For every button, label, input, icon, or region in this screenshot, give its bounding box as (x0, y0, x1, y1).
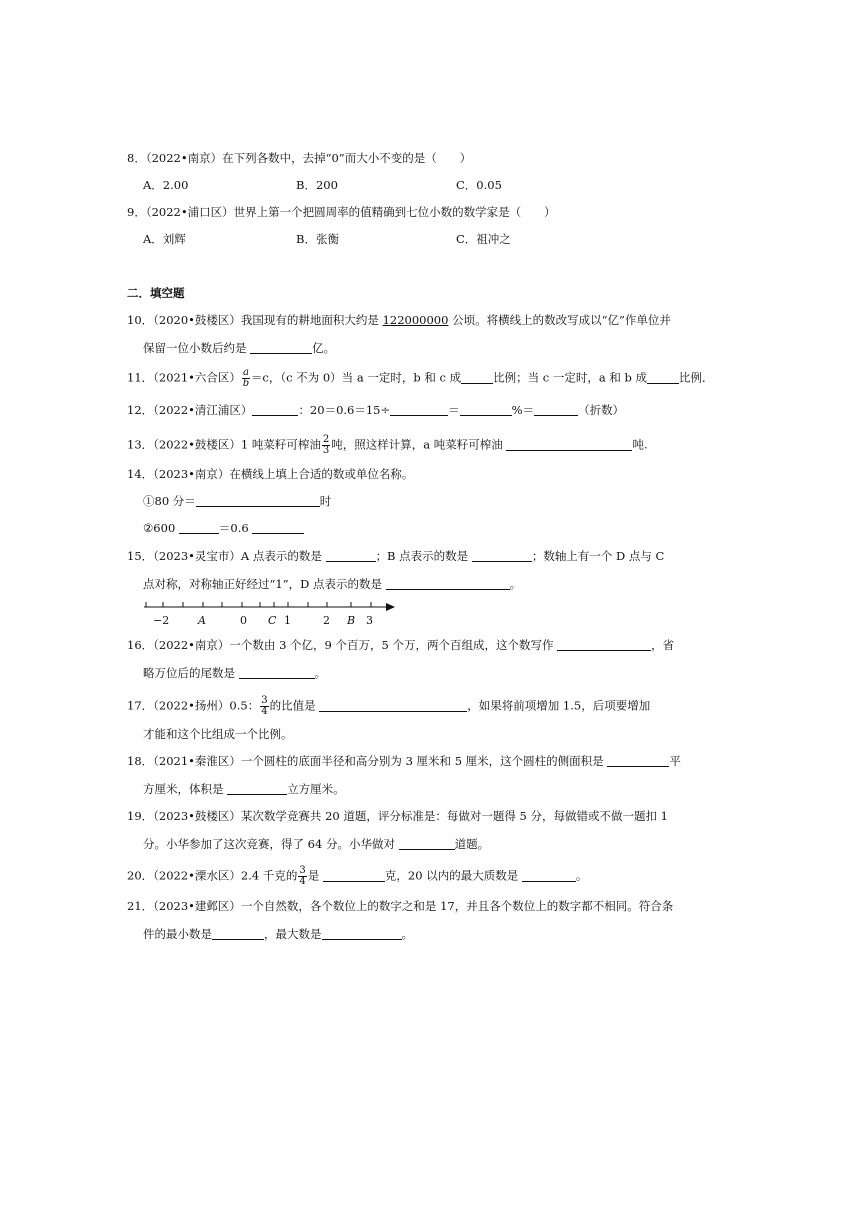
q10-answer-blank[interactable] (250, 341, 312, 354)
q12-text-2: ：20＝0.6＝15÷ (298, 403, 391, 417)
q10-text-2: 公顷。将横线上的数改写成以“亿”作单位并 (448, 313, 671, 327)
q12-text: 12．（2022•清江浦区） (127, 403, 253, 417)
q21-text-4: 。 (401, 927, 413, 941)
q16-blank-2[interactable] (239, 666, 315, 679)
q20-text: 20．（2022•溧水区）2.4 千克的 (127, 868, 298, 883)
nl-label-neg2: −2 (153, 614, 170, 627)
q13-blank[interactable] (506, 438, 632, 451)
q9-stem: 9．（2022•浦口区）世界上第一个把圆周率的值精确到七位小数的数学家是（ ） (127, 205, 556, 219)
question-10 (127, 312, 671, 328)
q14-text-3: ②600 (143, 521, 179, 535)
q19-text: 19．（2023•鼓楼区）某次数学竞赛共 20 道题，评分标准是：每做对一题得 5 分，每做错或不做一题扣 1 (127, 809, 668, 823)
q21-text-3: ，最大数是 (264, 927, 322, 941)
q14-blank-3[interactable] (252, 521, 304, 534)
q11-denominator: b (242, 378, 250, 389)
q18-text-2: 平 (669, 754, 681, 768)
q9-option-b[interactable]: B．张衡 (296, 232, 339, 246)
q14-text-1: ①80 分＝ (143, 494, 196, 508)
q19-text-3: 道题。 (454, 837, 490, 851)
q17-text-4: 才能和这个比组成一个比例。 (143, 727, 293, 741)
question-11 (127, 368, 714, 389)
q12-blank-2[interactable] (390, 403, 448, 416)
q18-blank-1[interactable] (607, 754, 669, 767)
q11-fraction (242, 368, 250, 389)
q20-blank-2[interactable] (522, 869, 576, 882)
q9-option-c[interactable]: C．祖冲之 (456, 232, 511, 246)
q14-blank-1[interactable] (196, 494, 320, 507)
question-21-line-2 (143, 926, 413, 942)
q11-text-3: 比例；当 c 一定时，a 和 b 成 (493, 370, 648, 385)
nl-label-b: B (347, 614, 356, 627)
q15-blank-b[interactable] (472, 549, 532, 562)
nl-label-2: 2 (323, 614, 330, 627)
question-17 (127, 696, 650, 717)
q12-text-4: %＝ (511, 403, 535, 417)
q20-text-4: 。 (575, 868, 588, 883)
q10-text-4: 亿。 (312, 341, 336, 355)
question-16 (127, 637, 674, 653)
question-16-line-2 (143, 665, 326, 681)
q11-text-4: 比例． (679, 370, 714, 385)
question-13 (127, 435, 648, 456)
q18-blank-2[interactable] (227, 782, 287, 795)
q11-numerator: a (242, 367, 249, 378)
q17-text: 17．（2022•扬州）0.5： (127, 698, 260, 713)
q13-text-3: 吨. (632, 437, 648, 452)
number-line (140, 598, 400, 630)
q21-blank-1[interactable] (212, 927, 264, 940)
q15-blank-d[interactable] (386, 577, 510, 590)
question-14 (127, 466, 413, 482)
q14-blank-2[interactable] (179, 521, 219, 534)
nl-label-c: C (268, 614, 277, 627)
q11-text: 11．（2021•六合区） (127, 370, 241, 385)
q21-text-2: 件的最小数是 (143, 927, 212, 941)
q10-text: 10．（2020•鼓楼区）我国现有的耕地面积大约是 (127, 313, 383, 327)
q15-blank-a[interactable] (326, 549, 376, 562)
q17-text-2: 的比值是 (269, 698, 320, 713)
question-17-line-2 (143, 726, 293, 742)
q8-option-c[interactable]: C．0.05 (456, 178, 502, 192)
nl-label-1: 1 (284, 614, 291, 627)
q14-stem: 14．（2023•南京）在横线上填上合适的数或单位名称。 (127, 467, 414, 481)
question-15-line-2 (143, 576, 521, 592)
q17-denominator: 4 (261, 706, 268, 717)
q15-text-4: 点对称，对称轴正好经过“1”，D 点表示的数是 (143, 577, 386, 591)
question-14-part-2 (143, 520, 304, 536)
section-title: 二．填空题 (127, 286, 185, 300)
nl-label-3: 3 (366, 614, 373, 627)
q20-blank-1[interactable] (323, 869, 385, 882)
question-21 (127, 898, 673, 914)
question-14-part-1 (143, 493, 331, 509)
arrow-right-icon (386, 603, 395, 611)
q12-blank-3[interactable] (460, 403, 512, 416)
q20-denominator: 4 (299, 876, 306, 887)
question-15 (127, 548, 664, 564)
q17-text-3: ，如果将前项增加 1.5，后项要增加 (467, 698, 651, 713)
q8-option-b[interactable]: B．200 (296, 178, 338, 192)
q13-text: 13．（2022•鼓楼区）1 吨菜籽可榨油 (127, 437, 321, 452)
question-9 (127, 204, 556, 220)
question-19-line-2 (143, 836, 489, 852)
q11-blank-1[interactable] (461, 371, 493, 384)
q12-blank-4[interactable] (534, 403, 578, 416)
q11-blank-2[interactable] (647, 371, 679, 384)
q14-text-2: 时 (319, 494, 332, 508)
q10-text-3: 保留一位小数后约是 (143, 341, 251, 355)
q16-text-3: 略万位后的尾数是 (143, 666, 239, 680)
question-10-line-2 (143, 340, 335, 356)
nl-label-a: A (198, 614, 206, 627)
q12-text-3: ＝ (448, 403, 460, 417)
q8-stem: 8．（2022•南京）在下列各数中，去掉“0”而大小不变的是（ ） (127, 151, 472, 165)
q12-text-5: （折数） (578, 403, 625, 417)
q16-blank-1[interactable] (557, 638, 651, 651)
q14-text-4: ＝0.6 (218, 521, 253, 535)
q10-underlined-number: 122000000 (382, 313, 449, 327)
q12-blank-1[interactable] (252, 403, 298, 416)
q13-denominator: 3 (322, 445, 330, 456)
q17-numerator: 3 (261, 695, 268, 706)
q21-blank-2[interactable] (322, 927, 402, 940)
q16-text: 16．（2022•南京）一个数由 3 个亿，9 个百万，5 个万，两个百组成，这个数写作 (127, 638, 558, 652)
question-19 (127, 808, 668, 824)
q19-text-2: 分。小华参加了这次竞赛，得了 64 分。小华做对 (143, 837, 399, 851)
q17-blank[interactable] (319, 699, 467, 712)
q15-text: 15．（2023•灵宝市）A 点表示的数是 (127, 549, 326, 563)
q20-text-3: 克，20 以内的最大质数是 (384, 868, 522, 883)
q11-text-2: ＝c，（c 不为 0）当 a 一定时，b 和 c 成 (250, 370, 462, 385)
q16-text-4: 。 (314, 666, 327, 680)
question-18-line-2 (143, 781, 345, 797)
q15-text-3: ；数轴上有一个 D 点与 C (531, 549, 665, 563)
q8-option-a[interactable]: A．2.00 (143, 178, 189, 192)
q15-text-5: 。 (509, 577, 522, 591)
q15-text-2: ；B 点表示的数是 (375, 549, 472, 563)
q13-fraction (322, 435, 330, 456)
q17-fraction (260, 696, 268, 717)
question-20 (127, 866, 587, 887)
question-18 (127, 753, 681, 769)
q18-text-3: 方厘米，体积是 (143, 782, 228, 796)
q9-option-a[interactable]: A．刘辉 (143, 232, 186, 246)
q13-text-2: 吨，照这样计算，a 吨菜籽可榨油 (331, 437, 507, 452)
q18-text: 18．（2021•秦淮区）一个圆柱的底面半径和高分别为 3 厘米和 5 厘米，这个圆柱的侧面积是 (127, 754, 608, 768)
question-8 (127, 150, 471, 166)
nl-label-0: 0 (240, 614, 247, 627)
question-12 (127, 402, 624, 418)
q18-text-4: 立方厘米。 (287, 782, 345, 796)
q19-blank[interactable] (399, 837, 455, 850)
q20-numerator: 3 (299, 865, 306, 876)
q20-fraction (298, 866, 306, 887)
q21-text: 21．（2023•建邺区）一个自然数，各个数位上的数字之和是 17，并且各个数位上的数字都不相同。符合条 (127, 899, 674, 913)
q13-numerator: 2 (322, 434, 330, 445)
q20-text-2: 是 (307, 868, 323, 883)
q16-text-2: ，省 (651, 638, 675, 652)
